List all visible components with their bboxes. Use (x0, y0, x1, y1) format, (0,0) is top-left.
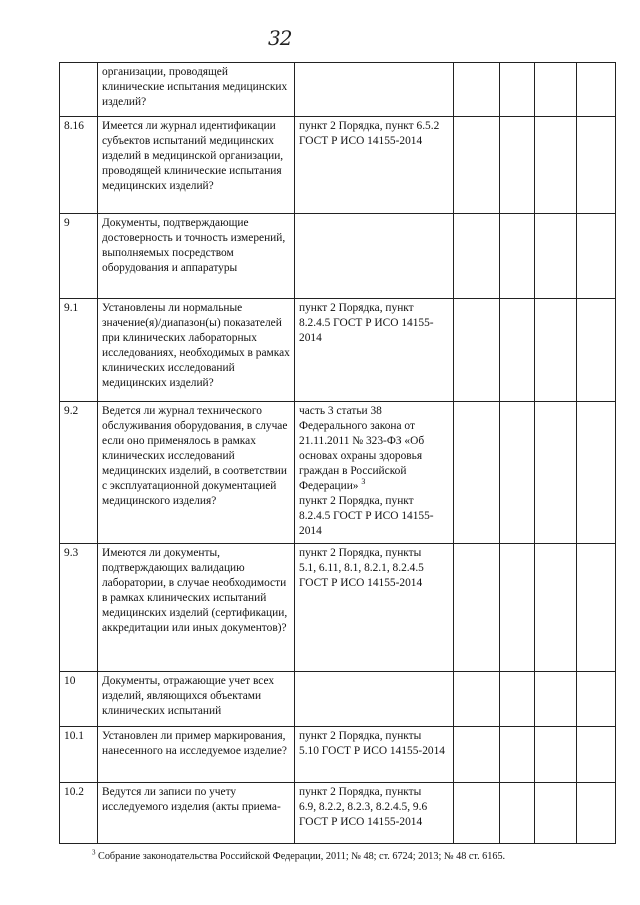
row-reference: пункт 2 Порядка, пункты 5.10 ГОСТ Р ИСО 14155-2014 (295, 727, 454, 783)
answer-cell (535, 783, 577, 844)
answer-cell (454, 299, 500, 402)
row-question: Ведутся ли записи по учету исследуемого изделия (акты приема- (98, 783, 295, 844)
answer-cell (577, 214, 616, 299)
reference-gost-text: пункт 2 Порядка, пункт 8.2.4.5 ГОСТ Р ИСО 14155- 2014 (299, 495, 434, 537)
answer-cell (500, 402, 535, 544)
checklist-table (59, 62, 616, 844)
row-number: 9.3 (60, 544, 98, 672)
answer-cell (454, 727, 500, 783)
row-reference: пункт 2 Порядка, пункт 8.2.4.5 ГОСТ Р ИСО 14155- 2014 (295, 299, 454, 402)
row-question: Установлен ли пример маркирования, нанесенного на исследуемое изделие? (98, 727, 295, 783)
row-number: 10 (60, 672, 98, 727)
table-row (60, 402, 616, 544)
answer-cell (535, 63, 577, 117)
answer-cell (500, 117, 535, 214)
answer-cell (500, 783, 535, 844)
answer-cell (577, 672, 616, 727)
answer-cell (535, 117, 577, 214)
answer-cell (454, 402, 500, 544)
row-question: Имеются ли документы, подтверждающих валидацию лаборатории, в случае необходимости в рамках клинических испытаний медицинских изделий (сертификации, аккредитации или иных документов)? (98, 544, 295, 672)
table-row (60, 117, 616, 214)
row-question: Документы, подтверждающие достоверность и точность измерений, выполняемых посредством оборудования и аппаратуры (98, 214, 295, 299)
answer-cell (535, 727, 577, 783)
answer-cell (577, 544, 616, 672)
table-row (60, 783, 616, 844)
answer-cell (454, 544, 500, 672)
row-number (60, 63, 98, 117)
row-question: Ведется ли журнал технического обслуживания оборудования, в случае если оно применялось в рамках клинических исследований медицинских изделий, в соответствии с эксплуатационной документацией медицинского изделия? (98, 402, 295, 544)
row-question: организации, проводящей клинические испытания медицинских изделий? (98, 63, 295, 117)
answer-cell (500, 299, 535, 402)
answer-cell (500, 672, 535, 727)
answer-cell (500, 727, 535, 783)
footnote (92, 850, 505, 863)
answer-cell (577, 63, 616, 117)
answer-cell (535, 544, 577, 672)
table-row (60, 727, 616, 783)
row-number: 10.1 (60, 727, 98, 783)
footnote-text: Собрание законодательства Российской Федерации, 2011; № 48; ст. 6724; 2013; № 48 ст. 6165. (98, 851, 506, 862)
answer-cell (454, 783, 500, 844)
page-number: 32 (268, 26, 292, 50)
answer-cell (577, 402, 616, 544)
table-row (60, 63, 616, 117)
footnote-divider (92, 843, 248, 844)
row-question: Установлены ли нормальные значение(я)/диапазон(ы) показателей при клинических лабораторных исследованиях, необходимых в рамках клинических исследований медицинских изделий? (98, 299, 295, 402)
answer-cell (535, 214, 577, 299)
row-number: 9 (60, 214, 98, 299)
row-reference (295, 402, 454, 544)
answer-cell (535, 299, 577, 402)
answer-cell (454, 214, 500, 299)
answer-cell (454, 672, 500, 727)
answer-cell (454, 117, 500, 214)
answer-cell (500, 214, 535, 299)
answer-cell (535, 402, 577, 544)
row-question: Документы, отражающие учет всех изделий, являющихся объектами клинических испытаний (98, 672, 295, 727)
row-question: Имеется ли журнал идентификации субъектов испытаний медицинских изделий в медицинской организации, проводящей клинические испытания медицинских изделий? (98, 117, 295, 214)
row-reference (295, 214, 454, 299)
row-reference: пункт 2 Порядка, пункты 6.9, 8.2.2, 8.2.3, 8.2.4.5, 9.6 ГОСТ Р ИСО 14155-2014 (295, 783, 454, 844)
row-reference: пункт 2 Порядка, пункты 5.1, 6.11, 8.1, 8.2.1, 8.2.4.5 ГОСТ Р ИСО 14155-2014 (295, 544, 454, 672)
footnote-marker: 3 (361, 477, 366, 487)
table-row (60, 672, 616, 727)
row-reference: пункт 2 Порядка, пункт 6.5.2 ГОСТ Р ИСО 14155-2014 (295, 117, 454, 214)
answer-cell (500, 63, 535, 117)
row-reference (295, 63, 454, 117)
answer-cell (577, 117, 616, 214)
row-reference (295, 672, 454, 727)
table-row (60, 299, 616, 402)
answer-cell (535, 672, 577, 727)
table-row (60, 544, 616, 672)
reference-law-text: часть 3 статьи 38 Федерального закона от 21.11.2011 № 323-ФЗ «Об основах охраны здоровья граждан в Российской Федерации» (299, 405, 425, 492)
answer-cell (500, 544, 535, 672)
answer-cell (577, 783, 616, 844)
answer-cell (577, 727, 616, 783)
row-number: 10.2 (60, 783, 98, 844)
table-row (60, 214, 616, 299)
footnote-number: 3 (92, 848, 96, 857)
answer-cell (577, 299, 616, 402)
row-number: 8.16 (60, 117, 98, 214)
row-number: 9.1 (60, 299, 98, 402)
answer-cell (454, 63, 500, 117)
row-number: 9.2 (60, 402, 98, 544)
